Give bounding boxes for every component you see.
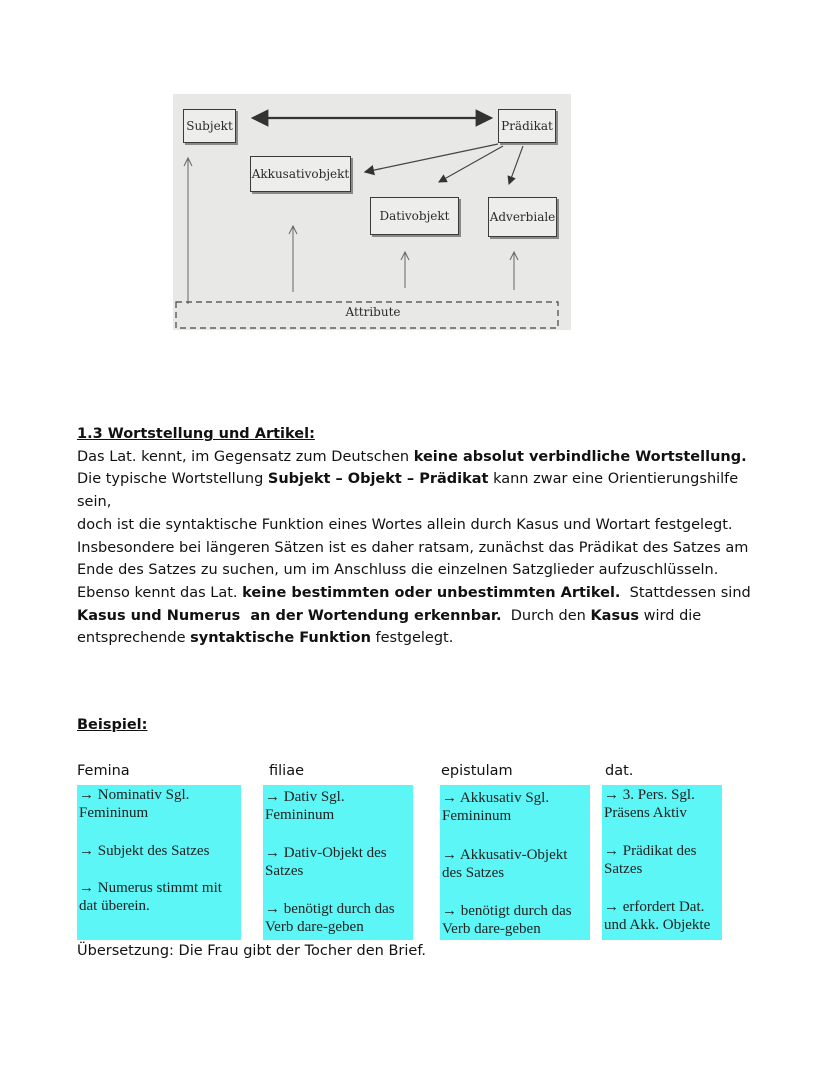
subjekt-box: Subjekt	[183, 109, 236, 143]
p1-bold-b: keine absolut verbindliche Wortstellung.	[413, 448, 747, 465]
sentence-structure-diagram	[173, 94, 571, 330]
section-wortstellung	[77, 423, 757, 650]
paragraph-3: Insbesondere bei längeren Sätzen ist es daher ratsam, zunächst das Prädikat des Satzes am Ende des Satzes zu suchen, um im Anschluss die einzelnen Satzglieder aufzuschlüsseln.	[77, 539, 749, 579]
p4-text-c: Stattdessen sind	[620, 584, 756, 601]
p4-text-a: Ebenso kennt das Lat.	[77, 584, 243, 601]
example-word: dat.	[605, 763, 634, 779]
p4-text-e: Durch den	[501, 607, 591, 624]
dativobjekt-box: Dativobjekt	[370, 197, 459, 235]
card-note: → Numerus stimmt mit dat überein.	[79, 880, 222, 914]
card-note: → Dativ-Objekt des Satzes	[265, 845, 387, 879]
card-note: → benötigt durch das Verb dare-geben	[265, 901, 395, 935]
p4-bold-f: Kasus	[590, 607, 640, 624]
translation-line: Übersetzung: Die Frau gibt der Tocher den Brief.	[77, 943, 426, 959]
paragraph-4	[77, 582, 757, 650]
paragraph-1	[77, 446, 757, 514]
adverbiale-box: Adverbiale	[488, 197, 557, 237]
card-note: → erfordert Dat. und Akk. Objekte	[604, 899, 711, 933]
example-word: epistulam	[441, 763, 513, 779]
section-heading: 1.3 Wortstellung und Artikel:	[77, 426, 315, 442]
p4-text-g: wird die entsprechende	[77, 607, 702, 647]
card-note: → Nominativ Sgl. Femininum	[79, 787, 190, 821]
p4-bold-b: keine bestimmten oder unbestimmten Artikel.	[242, 584, 621, 601]
card-note: → Akkusativ-Objekt des Satzes	[442, 847, 568, 881]
example-card-epistulam	[440, 785, 590, 940]
predicate-accusative-arrow	[365, 144, 498, 172]
card-note: → Akkusativ Sgl. Femininum	[442, 790, 550, 824]
praedikat-box: Prädikat	[498, 109, 556, 143]
p1-text-e: kann zwar eine Orientierungshilfe sein,	[77, 471, 739, 511]
card-note: → Subjekt des Satzes	[79, 843, 210, 859]
p4-bold-h: syntaktische Funktion	[190, 630, 371, 647]
paragraph-2: doch ist die syntaktische Funktion eines Wortes allein durch Kasus und Wortart festgelegt.	[77, 516, 733, 533]
p1-text-c: Die typische Wortstellung	[77, 471, 268, 488]
example-word: filiae	[269, 763, 304, 779]
example-card-dat	[602, 785, 722, 940]
p4-bold-d: Kasus und Numerus an der Wortendung erkennbar.	[77, 607, 502, 624]
example-word: Femina	[77, 763, 130, 779]
example-heading: Beispiel:	[77, 717, 148, 733]
example-card-femina	[77, 785, 241, 940]
card-note: → Prädikat des Satzes	[604, 843, 697, 877]
p4-text-i: festgelegt.	[370, 630, 454, 647]
p1-text-a: Das Lat. kennt, im Gegensatz zum Deutschen	[77, 448, 414, 465]
predicate-dative-arrow	[439, 146, 503, 182]
akkusativobjekt-box: Akkusativobjekt	[250, 156, 351, 192]
attribute-label: Attribute	[345, 305, 401, 319]
card-note: → benötigt durch das Verb dare-geben	[442, 903, 572, 937]
example-card-filiae	[263, 785, 413, 940]
card-note: → Dativ Sgl. Femininum	[265, 789, 345, 823]
predicate-adverbial-arrow	[509, 146, 523, 184]
card-note: → 3. Pers. Sgl. Präsens Aktiv	[604, 787, 695, 821]
p1-bold-d: Subjekt – Objekt – Prädikat	[267, 471, 489, 488]
